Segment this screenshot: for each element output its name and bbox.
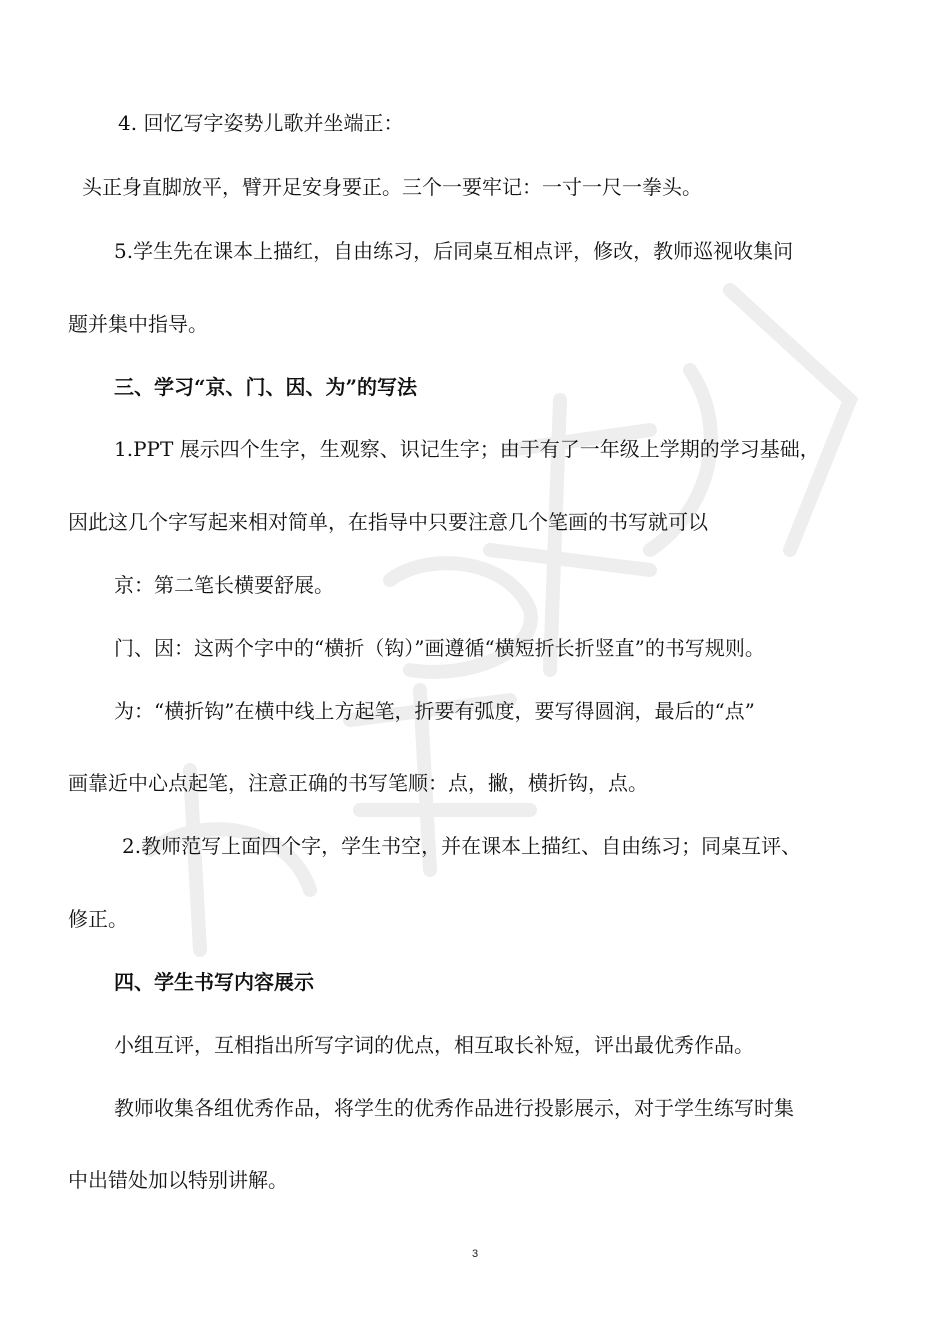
rhyme-line: 头正身直脚放平，臂开足安身要正。三个一要牢记：一寸一尺一拳头。 bbox=[82, 175, 702, 199]
paragraph-4-continued: 中出错处加以特别讲解。 bbox=[68, 1168, 288, 1192]
watermark bbox=[90, 250, 890, 970]
char-note-wei: 为：“横折钩”在横中线上方起笔，折要有弧度，要写得圆润，最后的“点” bbox=[114, 699, 755, 723]
paragraph-2-continued: 修正。 bbox=[68, 907, 128, 931]
paragraph-1: 1.PPT 展示四个生字，生观察、识记生字；由于有了一年级上学期的学习基础， bbox=[114, 437, 820, 461]
char-note-jing: 京：第二笔长横要舒展。 bbox=[114, 573, 334, 597]
page-number: 3 bbox=[471, 1248, 479, 1260]
paragraph-4: 教师收集各组优秀作品，将学生的优秀作品进行投影展示，对于学生练写时集 bbox=[114, 1096, 794, 1120]
list-item-5-continued: 题并集中指导。 bbox=[68, 312, 208, 336]
char-note-wei-continued: 画靠近中心点起笔，注意正确的书写笔顺：点，撇，横折钩，点。 bbox=[68, 771, 648, 795]
section-heading-4: 四、学生书写内容展示 bbox=[114, 970, 314, 994]
list-item-4: 4. 回忆写字姿势儿歌并坐端正： bbox=[118, 111, 404, 135]
paragraph-1-continued: 因此这几个字写起来相对简单，在指导中只要注意几个笔画的书写就可以 bbox=[68, 510, 708, 534]
list-item-5: 5.学生先在课本上描红，自由练习，后同桌互相点评，修改，教师巡视收集问 bbox=[114, 239, 794, 263]
paragraph-2: 2.教师范写上面四个字，学生书空，并在课本上描红、自由练习；同桌互评、 bbox=[122, 834, 802, 858]
char-note-men-yin: 门、因：这两个字中的“横折（钩）”画遵循“横短折长折竖直”的书写规则。 bbox=[114, 636, 765, 660]
section-heading-3: 三、学习“京、门、因、为”的写法 bbox=[114, 375, 418, 399]
paragraph-3: 小组互评，互相指出所写字词的优点，相互取长补短，评出最优秀作品。 bbox=[114, 1033, 754, 1057]
